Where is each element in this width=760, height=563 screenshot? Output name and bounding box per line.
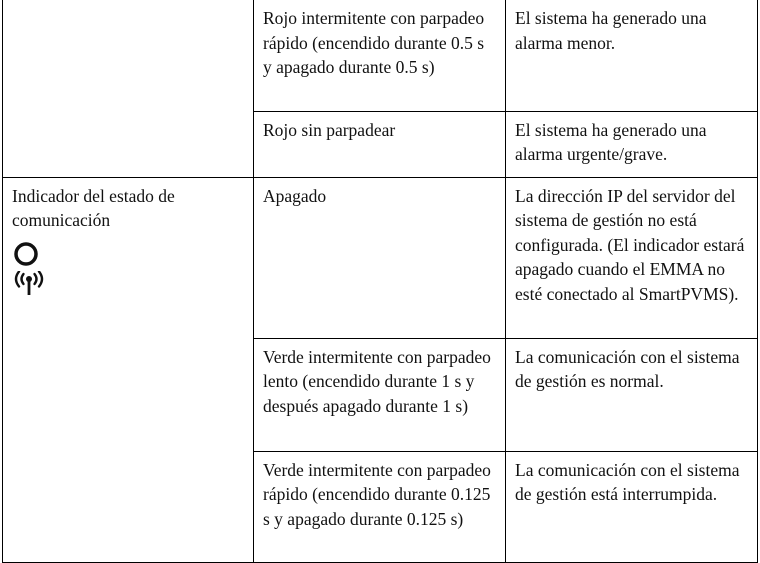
state-cell [254, 338, 506, 451]
meaning-cell [506, 451, 758, 562]
meaning-text: La dirección IP del servidor del sistema de gestión no está configurada. (El indicador estará apagado cuando el EMMA no esté conectado al SmartPVMS). [515, 185, 745, 304]
state-text: Verde intermitente con parpadeo lento (encendido durante 1 s y después apagado durante 1 s) [263, 346, 491, 416]
indicator-cell-previous [3, 0, 254, 177]
ring-led-icon [13, 241, 245, 267]
meaning-text: La comunicación con el sistema de gestión es normal. [515, 346, 740, 391]
state-cell [254, 0, 506, 111]
table-row [3, 177, 758, 338]
state-text: Rojo intermitente con parpadeo rápido (encendido durante 0.5 s y apagado durante 0.5 s) [263, 8, 485, 77]
meaning-text: El sistema ha generado una alarma urgente/grave. [515, 119, 707, 164]
state-cell [254, 451, 506, 562]
state-text: Apagado [263, 185, 327, 206]
indicator-status-table [2, 0, 758, 563]
state-cell [254, 177, 506, 338]
wireless-signal-icon [13, 271, 245, 297]
meaning-cell [506, 0, 758, 111]
state-text: Verde intermitente con parpadeo rápido (encendido durante 0.125 s y apagado durante 0.125 s) [263, 459, 491, 529]
indicator-label: Indicador del estado de comunicación [12, 185, 175, 230]
meaning-cell [506, 338, 758, 451]
indicator-cell-communication [3, 177, 254, 562]
table-row [3, 0, 758, 111]
meaning-text: La comunicación con el sistema de gestión está interrumpida. [515, 459, 740, 504]
meaning-cell [506, 177, 758, 338]
state-text: Rojo sin parpadear [263, 119, 396, 140]
meaning-cell [506, 111, 758, 177]
state-cell [254, 111, 506, 177]
meaning-text: El sistema ha generado una alarma menor. [515, 8, 707, 53]
